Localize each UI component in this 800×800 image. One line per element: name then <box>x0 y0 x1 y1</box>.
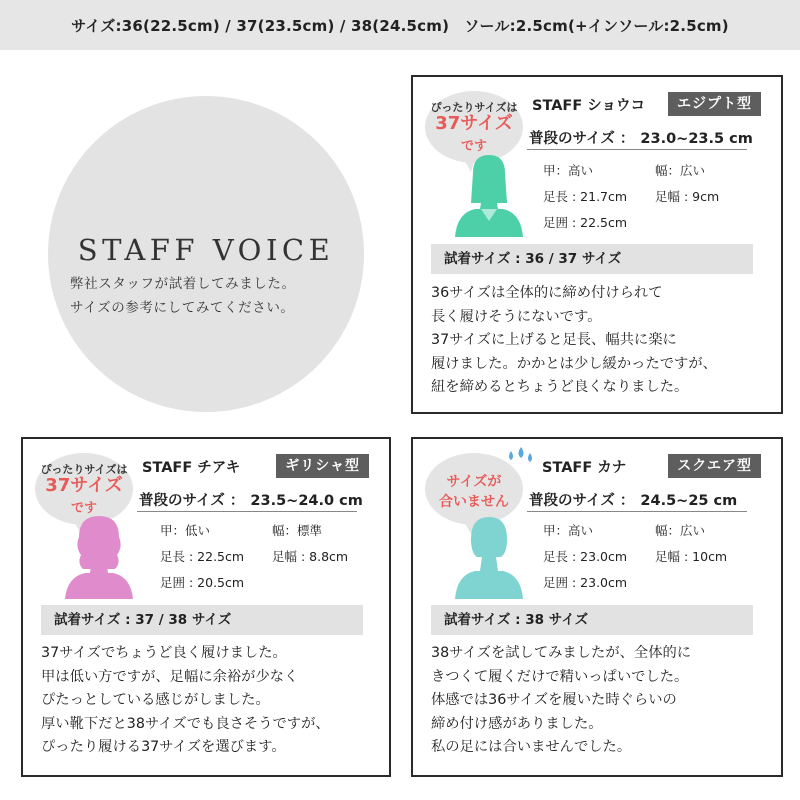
sweat-drops-icon <box>505 445 535 467</box>
usual-size <box>139 489 363 510</box>
comment-line: 甲は低い方ですが、足幅に余裕が少なく <box>41 668 299 685</box>
foot-width-value: 足幅 : 10cm <box>655 549 728 564</box>
comment-line: 38サイズを試してみましたが、全体的に <box>431 645 692 661</box>
staff-name: STAFF ショウコ <box>532 98 645 114</box>
staff-voice-description <box>70 272 360 320</box>
staff-name: STAFF チアキ <box>142 460 241 476</box>
comment-line: ぴったり履ける37サイズを選びます。 <box>41 739 286 755</box>
usual-size-value: 24.5~25 cm <box>640 493 738 509</box>
foot-width-value: 足幅 : 9cm <box>655 189 720 204</box>
foot-girth-value: 足囲 : 22.5cm <box>543 215 628 230</box>
foot-type-badge: ギリシャ型 <box>276 454 369 478</box>
fit-bubble-line-1: サイズが <box>446 474 502 490</box>
comment-line: 厚い靴下だと38サイズでも良さそうですが、 <box>41 715 330 732</box>
size-info-text: サイズ:36(22.5cm) / 37(23.5cm) / 38(24.5cm) ソール:2.5cm(+インソール:2.5cm) <box>71 16 729 35</box>
staff-voice-line-2: サイズの参考にしてみてください。 <box>70 300 295 316</box>
divider <box>527 149 747 150</box>
fit-bubble-size: 37サイズ <box>45 475 123 496</box>
fit-bubble-caption: ぴったりサイズは <box>430 101 518 114</box>
instep-value: 甲：高い <box>543 163 594 178</box>
comment-line: 体感では36サイズを履いた時ぐらいの <box>431 692 677 708</box>
foot-type-badge: スクエア型 <box>668 454 761 478</box>
staff-comment <box>431 282 776 400</box>
usual-size-label: 普段のサイズ ： <box>529 493 635 509</box>
staff-name: STAFF カナ <box>542 460 627 476</box>
staff-card-shouko <box>411 75 783 414</box>
instep-value: 甲：高い <box>543 523 594 538</box>
comment-line: 履けました。かかとは少し緩かったですが、 <box>431 355 717 372</box>
usual-size <box>529 489 737 510</box>
staff-card-kana <box>411 437 783 777</box>
fit-bubble-suffix: です <box>460 139 487 154</box>
width-value: 幅：広い <box>655 523 706 538</box>
usual-size-value: 23.0~23.5 cm <box>640 131 753 147</box>
size-info-bar <box>0 0 800 50</box>
comment-line: きつくて履くだけで精いっぱいでした。 <box>431 668 689 685</box>
fit-bubble-line-2: 合いません <box>439 494 509 510</box>
staff-voice-circle <box>48 96 364 412</box>
usual-size-label: 普段のサイズ ： <box>529 131 635 147</box>
foot-length-value: 足長 : 23.0cm <box>543 549 628 564</box>
staff-card-chiaki <box>21 437 391 777</box>
usual-size <box>529 127 753 148</box>
comment-line: ぴたっとしている感じがしました。 <box>41 692 270 708</box>
comment-line: 私の足には合いませんでした。 <box>431 739 632 755</box>
divider <box>527 511 747 512</box>
comment-line: 36サイズは全体的に締め付けられて <box>431 285 663 301</box>
trial-size-bar: 試着サイズ : 36 / 37 サイズ <box>431 244 753 274</box>
comment-line: 紐を締めるとちょうど良くなりました。 <box>431 379 689 395</box>
fit-bubble-suffix: です <box>70 501 97 516</box>
staff-comment <box>431 642 776 760</box>
trial-size-bar: 試着サイズ : 38 サイズ <box>431 605 753 635</box>
foot-type-badge: エジプト型 <box>668 92 761 116</box>
comment-line: 37サイズでちょうど良く履けました。 <box>41 645 287 661</box>
trial-size-bar: 試着サイズ : 37 / 38 サイズ <box>41 605 363 635</box>
staff-comment <box>41 642 386 760</box>
foot-width-value: 足幅 : 8.8cm <box>272 549 349 564</box>
staff-voice-line-1: 弊社スタッフが試着してみました。 <box>70 276 296 292</box>
usual-size-value: 23.5~24.0 cm <box>250 493 363 509</box>
foot-length-value: 足長 : 21.7cm <box>543 189 628 204</box>
woman-wavy-hair-icon <box>61 513 137 599</box>
fit-bubble-caption: ぴったりサイズは <box>40 463 128 476</box>
comment-line: 長く履けそうにないです。 <box>431 308 602 325</box>
comment-line: 37サイズに上げると足長、幅共に楽に <box>431 332 677 348</box>
woman-short-hair-icon <box>451 513 527 599</box>
woman-long-hair-icon <box>451 151 527 237</box>
width-value: 幅：広い <box>655 163 706 178</box>
usual-size-label: 普段のサイズ ： <box>139 493 245 509</box>
staff-voice-title: STAFF VOICE <box>77 233 335 267</box>
foot-girth-value: 足囲 : 23.0cm <box>543 575 628 590</box>
foot-girth-value: 足囲 : 20.5cm <box>160 575 245 590</box>
divider <box>137 511 357 512</box>
comment-line: 締め付け感がありました。 <box>431 715 603 732</box>
width-value: 幅：標準 <box>272 523 323 538</box>
instep-value: 甲：低い <box>160 523 211 538</box>
fit-bubble-size: 37サイズ <box>435 113 513 134</box>
foot-length-value: 足長 : 22.5cm <box>160 549 245 564</box>
